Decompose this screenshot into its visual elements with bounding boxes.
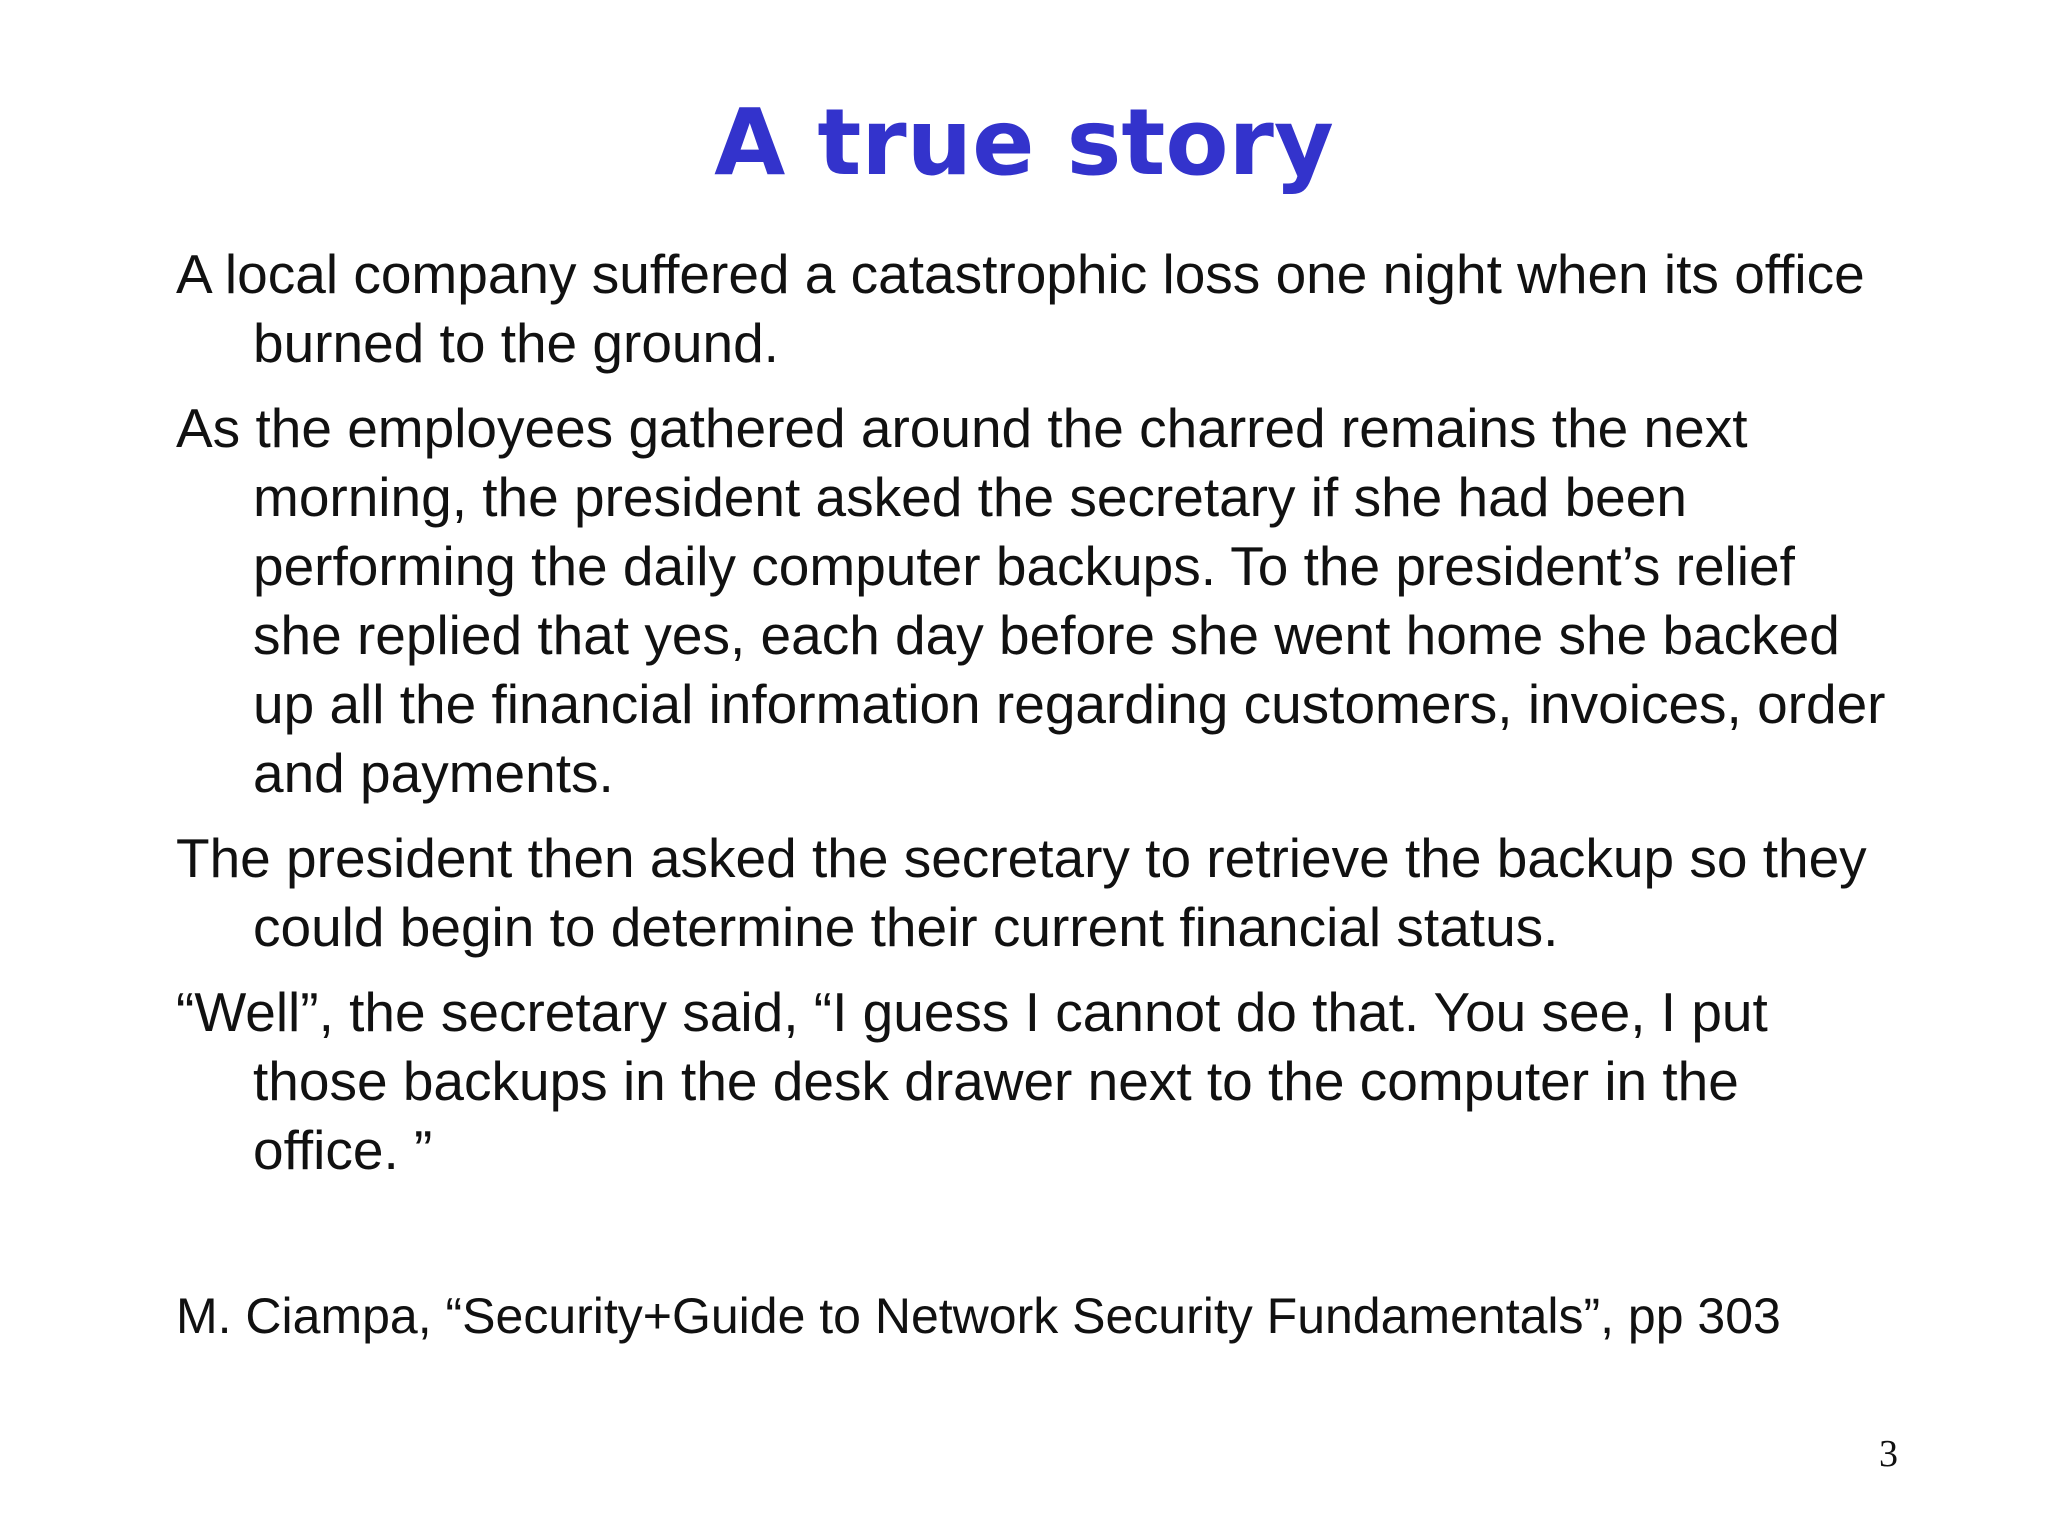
source-citation: M. Ciampa, “Security+Guide to Network Security Fundamentals”, pp 303 (176, 1288, 1781, 1344)
story-body (176, 240, 1896, 1201)
story-paragraph: “Well”, the secretary said, “I guess I cannot do that. You see, I put those backups in the desk drawer next to the computer in the office. ” (176, 981, 1768, 1181)
page-number: 3 (1879, 1433, 1898, 1475)
story-paragraph: The president then asked the secretary to retrieve the backup so they could begin to determine their current financial status. (176, 827, 1867, 958)
slide-title: A true story (714, 89, 1334, 196)
story-paragraph: As the employees gathered around the charred remains the next morning, the president asked the secretary if she had been performing the daily computer backups. To the president’s relief she replied that yes, each day before she went home she backed up all the financial information regarding customers, invoices, order and payments. (176, 397, 1886, 804)
story-paragraph: A local company suffered a catastrophic loss one night when its office burned to the ground. (176, 243, 1865, 374)
